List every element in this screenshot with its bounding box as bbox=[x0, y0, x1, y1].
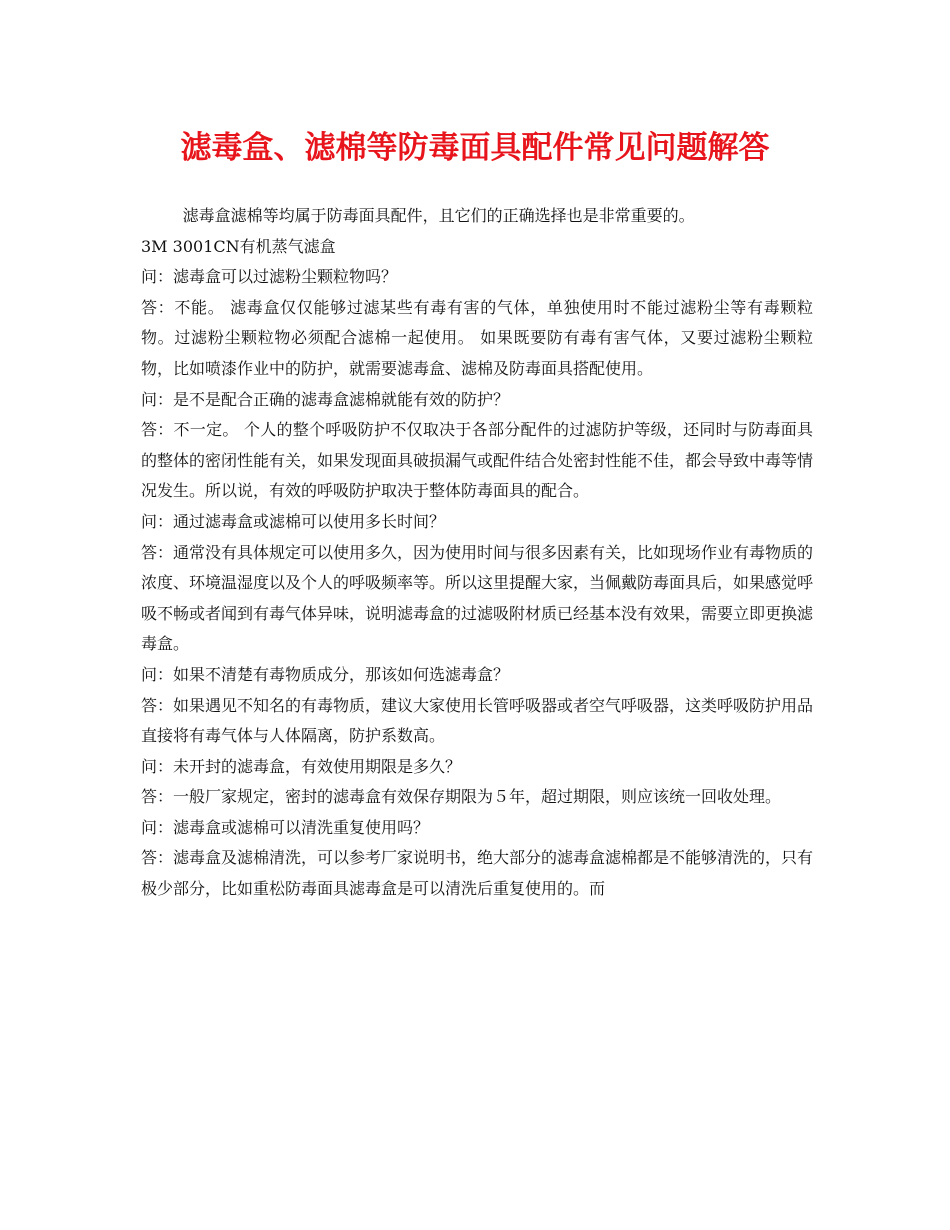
qa-answer: 答：不一定。 个人的整个呼吸防护不仅取决于各部分配件的过滤防护等级，还同时与防毒面具的整体的密闭性能有关，如果发现面具破损漏气或配件结合处密封性能不佳，都会导致中毒等情况发生。所以说，有效的呼吸防护取决于整体防毒面具的配合。 bbox=[141, 420, 814, 501]
qa-answer: 答：如果遇见不知名的有毒物质，建议大家使用长管呼吸器或者空气呼吸器，这类呼吸防护用品直接将有毒气体与人体隔离，防护系数高。 bbox=[141, 695, 814, 746]
product-line: 3M 3001CN有机蒸气滤盒 bbox=[141, 236, 336, 256]
page-title: 滤毒盒、滤棉等防毒面具配件常见问题解答 bbox=[180, 130, 770, 166]
qa-question: 问：是不是配合正确的滤毒盒滤棉就能有效的防护？ bbox=[141, 389, 510, 409]
document-body bbox=[141, 201, 813, 905]
qa-question: 问：如果不清楚有毒物质成分，那该如何选滤毒盒？ bbox=[141, 664, 510, 684]
intro-paragraph: 滤毒盒滤棉等均属于防毒面具配件，且它们的正确选择也是非常重要的。 bbox=[182, 206, 695, 225]
qa-answer: 答：一般厂家规定，密封的滤毒盒有效保存期限为５年，超过期限，则应该统一回收处理。 bbox=[141, 787, 782, 807]
qa-answer: 答：滤毒盒及滤棉清洗，可以参考厂家说明书，绝大部分的滤毒盒滤棉都是不能够清洗的，只有极少部分，比如重松防毒面具滤毒盒是可以清洗后重复使用的。而 bbox=[141, 848, 814, 899]
qa-question: 问：滤毒盒或滤棉可以清洗重复使用吗？ bbox=[141, 817, 430, 837]
qa-question: 问：未开封的滤毒盒，有效使用期限是多久？ bbox=[141, 756, 462, 776]
qa-question: 问：通过滤毒盒或滤棉可以使用多长时间？ bbox=[141, 511, 446, 531]
qa-answer: 答：通常没有具体规定可以使用多久，因为使用时间与很多因素有关，比如现场作业有毒物质的浓度、环境温湿度以及个人的呼吸频率等。所以这里提醒大家，当佩戴防毒面具后，如果感觉呼吸不畅或者闻到有毒气体异味，说明滤毒盒的过滤吸附材质已经基本没有效果，需要立即更换滤毒盒。 bbox=[141, 542, 814, 654]
qa-question: 问：滤毒盒可以过滤粉尘颗粒物吗？ bbox=[141, 267, 398, 287]
qa-answer: 答：不能。 滤毒盒仅仅能够过滤某些有毒有害的气体，单独使用时不能过滤粉尘等有毒颗粒物。过滤粉尘颗粒物必须配合滤棉一起使用。 如果既要防有毒有害气体，又要过滤粉尘颗粒物，比如喷漆作业中的防护，就需要滤毒盒、滤棉及防毒面具搭配使用。 bbox=[141, 297, 813, 378]
